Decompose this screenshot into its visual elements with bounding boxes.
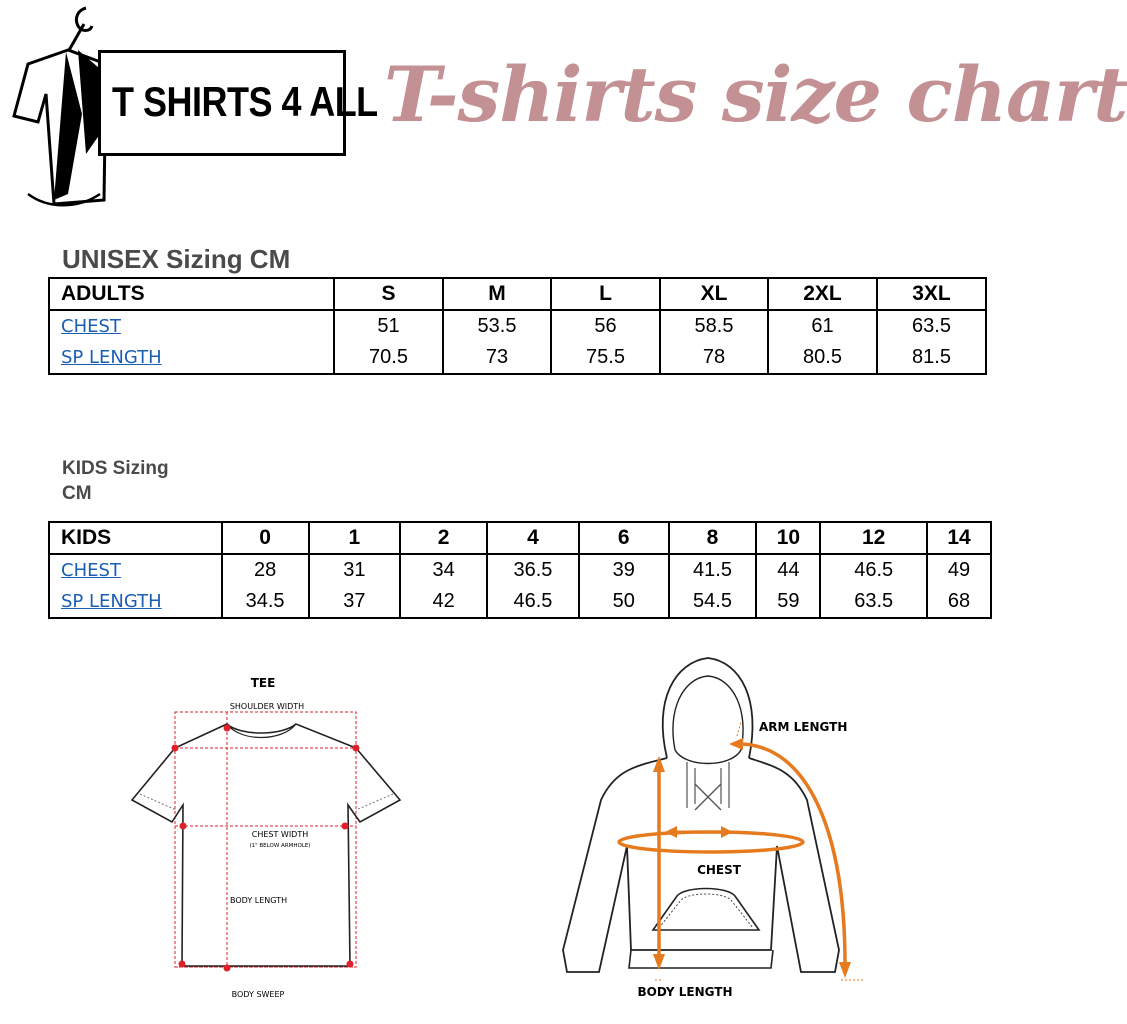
size-header: 10 [756,522,820,554]
size-header: 0 [222,522,309,554]
table-cell: 46.5 [820,554,927,586]
table-cell: 46.5 [487,586,579,618]
table-cell: 50 [579,586,669,618]
sp-length-link[interactable]: SP LENGTH [61,347,162,368]
table-row [49,310,986,342]
size-header: 3XL [877,278,986,310]
table-cell: 36.5 [487,554,579,586]
chest-link[interactable]: CHEST [61,316,121,337]
kids-section-title: KIDS Sizing CM [62,458,169,504]
sp-length-link[interactable]: SP LENGTH [61,591,162,612]
hoodie-chest-label: CHEST [697,863,741,877]
size-header: 1 [309,522,401,554]
logo-text: T SHIRTS 4 ALL [112,78,378,126]
table-cell: 44 [756,554,820,586]
size-header: 2 [400,522,487,554]
table-cell: 68 [927,586,991,618]
chest-link[interactable]: CHEST [61,560,121,581]
table-cell: 75.5 [551,342,660,374]
table-cell: 39 [579,554,669,586]
size-header: XL [660,278,768,310]
unisex-size-table [48,277,987,375]
size-header: 2XL [768,278,877,310]
row-header-label: KIDS [49,522,222,554]
table-cell: 54.5 [669,586,757,618]
size-header: 12 [820,522,927,554]
table-cell: 41.5 [669,554,757,586]
tee-body-length-label: BODY LENGTH [230,896,288,905]
arm-length-label: ARM LENGTH [759,720,848,734]
table-cell: 80.5 [768,342,877,374]
shoulder-width-label: SHOULDER WIDTH [229,702,305,711]
table-row [49,586,991,618]
table-cell: 70.5 [334,342,443,374]
table-cell: 58.5 [660,310,768,342]
table-cell: 61 [768,310,877,342]
row-label [49,310,334,342]
table-cell: 53.5 [443,310,551,342]
size-header: S [334,278,443,310]
table-cell: 51 [334,310,443,342]
table-cell: 63.5 [877,310,986,342]
row-label [49,554,222,586]
row-label [49,342,334,374]
table-cell: 49 [927,554,991,586]
size-header: 6 [579,522,669,554]
table-cell: 28 [222,554,309,586]
size-header: 4 [487,522,579,554]
table-cell: 73 [443,342,551,374]
tee-title: TEE [250,676,276,690]
table-row [49,342,986,374]
tee-measurement-diagram [120,670,420,1010]
table-header-row [49,278,986,310]
chest-width-note: (1" BELOW ARMHOLE) [249,843,311,849]
table-header-row [49,522,991,554]
table-cell: 34 [400,554,487,586]
body-sweep-label: BODY SWEEP [231,990,285,999]
size-header: 8 [669,522,757,554]
table-cell: 56 [551,310,660,342]
table-cell: 34.5 [222,586,309,618]
page-title: T-shirts size chart [384,50,1127,139]
table-cell: 63.5 [820,586,927,618]
size-header: L [551,278,660,310]
row-header-label: ADULTS [49,278,334,310]
table-cell: 37 [309,586,401,618]
hoodie-body-length-label: BODY LENGTH [637,985,733,999]
table-cell: 78 [660,342,768,374]
kids-size-table [48,521,992,619]
unisex-section-title: UNISEX Sizing CM [62,244,291,274]
size-header: M [443,278,551,310]
hoodie-measurement-diagram [545,650,1005,1010]
size-header: 14 [927,522,991,554]
table-cell: 31 [309,554,401,586]
table-cell: 81.5 [877,342,986,374]
table-cell: 42 [400,586,487,618]
chest-width-label: CHEST WIDTH [251,830,309,839]
table-cell: 59 [756,586,820,618]
row-label [49,586,222,618]
table-row [49,554,991,586]
